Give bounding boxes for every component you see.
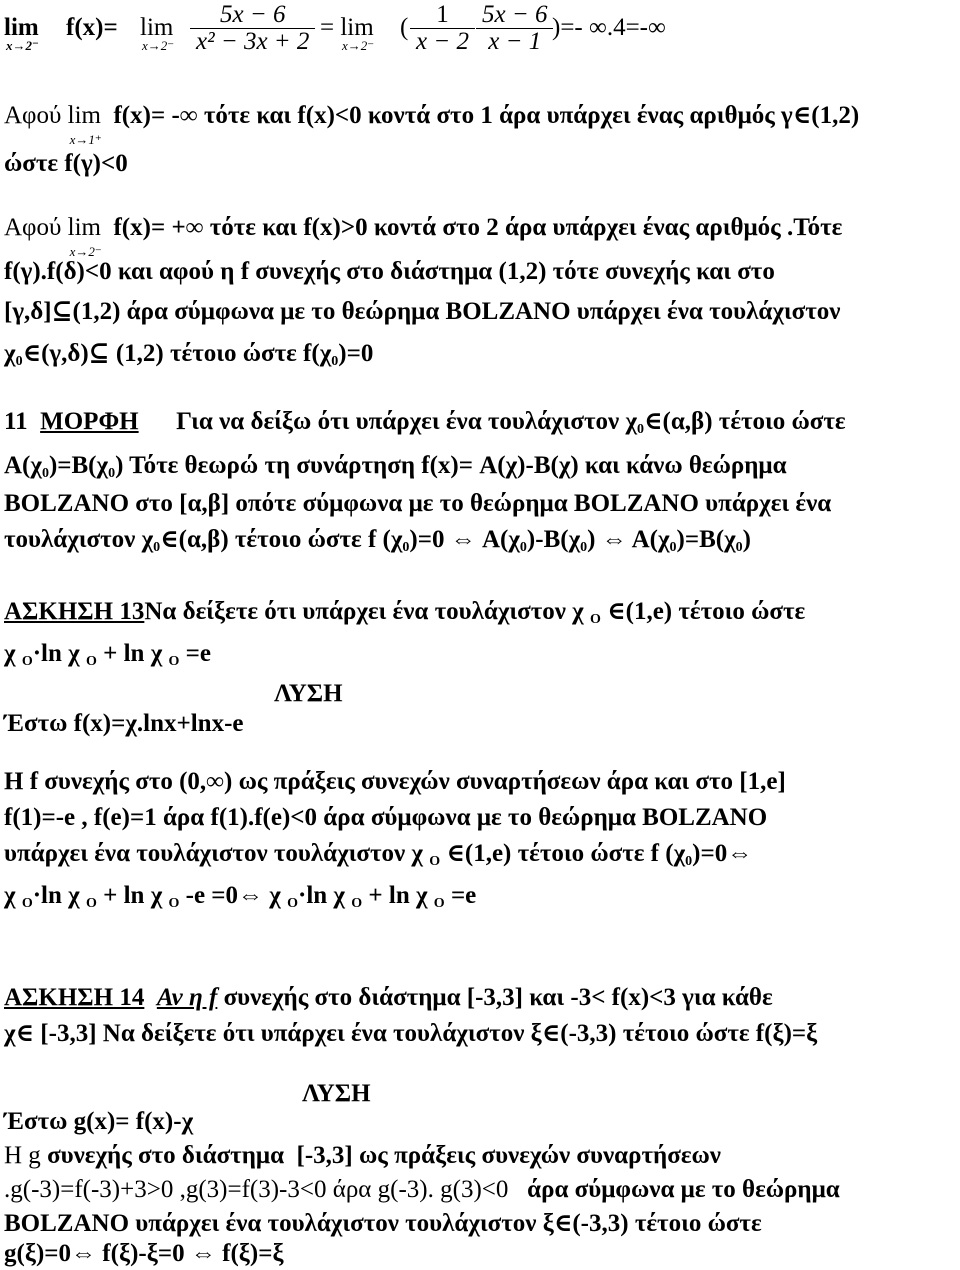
ex14-title: ΑΣΚΗΣΗ 14 <box>4 984 145 1011</box>
ex14-line6: BOLZANO υπάρχει ένα τουλάχιστον τουλάχιστον ξ∈(-3,3) τέτοιο ώστε <box>4 1210 762 1237</box>
ex13-title: ΑΣΚΗΣΗ 13 <box>4 598 145 625</box>
ex14-solution-heading: ΛΥΣΗ <box>302 1080 371 1107</box>
section-11-line2: $A(\chi_0)=B(\chi_0)$ Τότε θεωρώ τη συνάρτηση f(x)= Α(χ)-Β(χ) και κάνω θεώρημα <box>4 452 787 481</box>
ex14-line3: Έστω g(x)= f(x)-χ <box>4 1108 194 1135</box>
ex13-line1: ΑΣΚΗΣΗ 13Να δείξετε ότι υπάρχει ένα τουλάχιστον χ $_O$ ∈(1,e) τέτοιο ώστε <box>4 598 806 627</box>
p2-line3: [γ,δ]⊆(1,2) άρα σύμφωνα με το θεώρημα BOLZANO υπάρχει ένα τουλάχιστον <box>4 298 841 325</box>
lim-operator-p2: lim x→2⁻ <box>67 214 102 259</box>
ex13-line2: χ $_O$·ln χ $_O$ + ln χ $_O$ =e <box>4 640 211 669</box>
ex14-line2: χ∈ [-3,3] Να δείξετε ότι υπάρχει ένα τουλάχιστον ξ∈(-3,3) τέτοιο ώστε f(ξ)=ξ <box>4 1020 818 1047</box>
fraction-1: 5x − 6 x² − 3x + 2 <box>190 2 315 55</box>
section-11-line1: 11 ΜΟΡΦΗ Για να δείξω ότι υπάρχει ένα τουλάχιστον $\chi_0\in(\alpha,\beta)$ τέτοιο ώστε <box>4 408 846 437</box>
lim-operator-2: lim x→2⁻ <box>140 14 175 53</box>
ex13-line6: υπάρχει ένα τουλάχιστον τουλάχιστον χ $_O$ ∈(1,e) τέτοιο ώστε f $(\chi_0)=0\Leftrightarrow$ <box>4 840 753 869</box>
ex14-line5: .g(-3)=f(-3)+3>0 ,g(3)=f(3)-3<0 άρα g(-3). g(3)<0 άρα σύμφωνα με το θεώρημα <box>4 1176 840 1203</box>
lim-subscript-3: x→2⁻ <box>342 38 375 53</box>
fraction-2: 1 x − 2 <box>410 2 475 55</box>
p1-line1: Αφού lim x→1⁺ f(x)= -∞ τότε και f(x)<0 κοντά στο 1 άρα υπάρχει ένας αριθμός γ∈(1,2) <box>4 102 860 147</box>
ex14-line4: Η g συνεχής στο διάστημα [-3,3] ως πράξεις συνεχών συναρτήσεων <box>4 1142 721 1169</box>
ex14-line1: ΑΣΚΗΣΗ 14 Αν η f συνεχής στο διάστημα [-3,3] και -3< f(x)<3 για κάθε <box>4 984 773 1011</box>
section-11-line4: τουλάχιστον $\chi_0\in(\alpha,\beta)$ τέτοιο ώστε f $(\chi_0)=0$ ⇔ $A(\chi_0)-B(\chi_0)$ ⇔ $A(\chi_0)=B(\chi_0)$ <box>4 526 751 555</box>
ex13-line5: f(1)=-e , f(e)=1 άρα f(1).f(e)<0 άρα σύμφωνα με το θεώρημα BOLZANO <box>4 804 768 831</box>
p2-line2: f(γ).f(δ)<0 και αφού η f συνεχής στο διάστημα (1,2) τότε συνεχής και στο <box>4 258 775 285</box>
lim-subscript-2: x→2⁻ <box>142 38 175 53</box>
fraction-3: 5x − 6 x − 1 <box>476 2 553 55</box>
lim-subscript: x→2⁻ <box>6 38 39 53</box>
fx-label: f(x)= <box>66 14 118 41</box>
p2-line1: Αφού lim x→2⁻ f(x)= +∞ τότε και f(x)>0 κοντά στο 2 άρα υπάρχει ένας αριθμός .Τότε <box>4 214 843 259</box>
p1-line2: ώστε f(γ)<0 <box>4 150 128 177</box>
ex13-line4: Η f συνεχής στο (0,∞) ως πράξεις συνεχών συναρτήσεων άρα και στο [1,e] <box>4 768 786 795</box>
p2-line4: $\chi_0\in(\gamma,\delta)⊆$ (1,2) τέτοιο ώστε $f(\chi_0)=0$ <box>4 340 374 369</box>
lim-operator-p1: lim x→1⁺ <box>67 102 102 147</box>
lim-operator: lim x→2⁻ <box>4 14 39 53</box>
limit-result: )=- ∞.4=-∞ <box>552 14 666 41</box>
ex13-solution-heading: ΛΥΣΗ <box>274 680 343 707</box>
section-11-title: ΜΟΡΦΗ <box>40 408 139 435</box>
ex13-line3: Έστω f(x)=χ.lnx+lnx-e <box>4 710 244 737</box>
section-11-line3: BOLZANO στο [α,β] οπότε σύμφωνα με το θεώρημα BOLZANO υπάρχει ένα <box>4 490 832 517</box>
lim-operator-3: = lim x→2⁻ <box>320 14 375 53</box>
ex13-line7: χ $_O$·ln χ $_O$ + ln χ $_O$ -e =0⇔ χ $_O$·ln χ $_O$ + ln χ $_O$ =e <box>4 882 477 911</box>
open-paren: ( <box>400 14 409 41</box>
ex14-line7: g(ξ)=0⇔ f(ξ)-ξ=0 ⇔ f(ξ)=ξ <box>4 1240 284 1267</box>
